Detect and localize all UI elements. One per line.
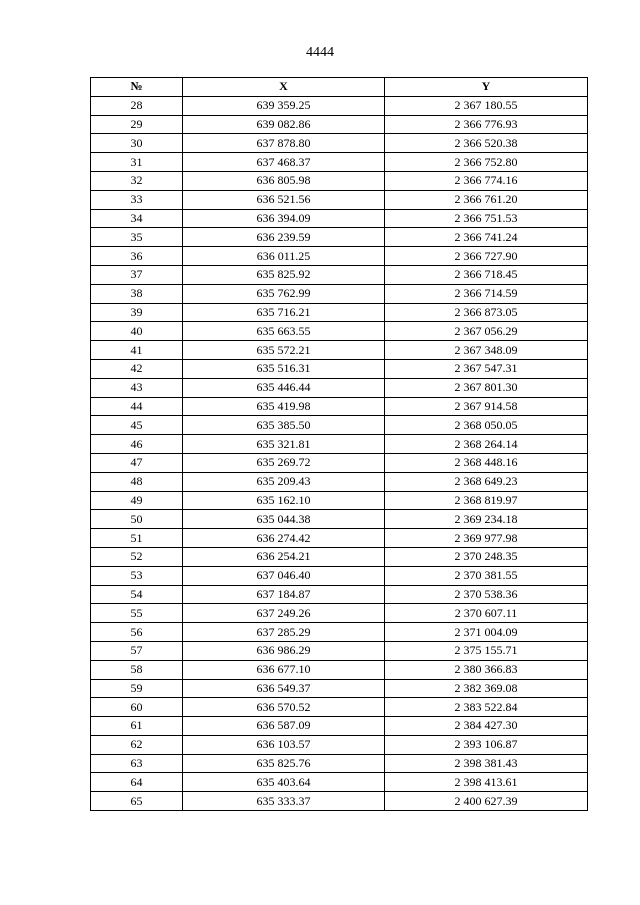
cell-x: 636 805.98 [183,171,385,190]
cell-x: 636 394.09 [183,209,385,228]
cell-x: 637 046.40 [183,566,385,585]
table-row [91,754,588,773]
table-row [91,660,588,679]
table-row [91,717,588,736]
table-row [91,303,588,322]
cell-x: 635 825.76 [183,754,385,773]
cell-number: 60 [91,698,183,717]
cell-number: 61 [91,717,183,736]
table-row [91,209,588,228]
cell-y: 2 366 741.24 [385,228,588,247]
cell-x: 635 209.43 [183,472,385,491]
table-row [91,171,588,190]
table-row [91,566,588,585]
header-y: Y [385,78,588,97]
cell-y: 2 367 547.31 [385,359,588,378]
cell-y: 2 371 004.09 [385,623,588,642]
cell-x: 637 468.37 [183,153,385,172]
cell-number: 45 [91,416,183,435]
cell-x: 636 011.25 [183,247,385,266]
table-header [91,78,588,97]
cell-y: 2 383 522.84 [385,698,588,717]
cell-x: 635 419.98 [183,397,385,416]
header-x: X [183,78,385,97]
table-row [91,115,588,134]
table-row [91,472,588,491]
cell-x: 639 082.86 [183,115,385,134]
table-row [91,322,588,341]
cell-x: 635 385.50 [183,416,385,435]
cell-number: 50 [91,510,183,529]
cell-y: 2 367 348.09 [385,341,588,360]
cell-y: 2 369 234.18 [385,510,588,529]
cell-x: 635 516.31 [183,359,385,378]
page-number: 4444 [306,45,334,60]
table-row [91,453,588,472]
cell-x: 637 285.29 [183,623,385,642]
cell-number: 33 [91,190,183,209]
coordinates-table [90,77,588,811]
cell-y: 2 370 607.11 [385,604,588,623]
table-row [91,341,588,360]
table-row [91,435,588,454]
cell-x: 635 716.21 [183,303,385,322]
cell-number: 53 [91,566,183,585]
cell-x: 637 184.87 [183,585,385,604]
cell-y: 2 398 381.43 [385,754,588,773]
table-row [91,134,588,153]
table-row [91,735,588,754]
cell-x: 636 521.56 [183,190,385,209]
cell-number: 47 [91,453,183,472]
cell-y: 2 366 714.59 [385,284,588,303]
cell-x: 635 162.10 [183,491,385,510]
table-row [91,641,588,660]
cell-y: 2 370 538.36 [385,585,588,604]
cell-number: 34 [91,209,183,228]
cell-y: 2 366 718.45 [385,265,588,284]
cell-x: 636 549.37 [183,679,385,698]
cell-x: 635 269.72 [183,453,385,472]
cell-y: 2 368 448.16 [385,453,588,472]
header-number: № [91,78,183,97]
cell-x: 637 878.80 [183,134,385,153]
cell-number: 35 [91,228,183,247]
cell-y: 2 366 774.16 [385,171,588,190]
cell-y: 2 367 180.55 [385,96,588,115]
table-row [91,378,588,397]
cell-number: 62 [91,735,183,754]
table-row [91,359,588,378]
table-row [91,491,588,510]
cell-y: 2 375 155.71 [385,641,588,660]
cell-x: 635 762.99 [183,284,385,303]
cell-y: 2 370 381.55 [385,566,588,585]
table-row [91,547,588,566]
cell-number: 57 [91,641,183,660]
cell-y: 2 393 106.87 [385,735,588,754]
cell-number: 40 [91,322,183,341]
cell-number: 29 [91,115,183,134]
table-row [91,247,588,266]
cell-y: 2 366 751.53 [385,209,588,228]
table-row [91,585,588,604]
cell-y: 2 366 873.05 [385,303,588,322]
cell-number: 65 [91,792,183,811]
cell-y: 2 366 520.38 [385,134,588,153]
cell-number: 32 [91,171,183,190]
cell-number: 42 [91,359,183,378]
cell-y: 2 368 649.23 [385,472,588,491]
cell-number: 44 [91,397,183,416]
cell-x: 636 103.57 [183,735,385,754]
table-row [91,284,588,303]
cell-number: 37 [91,265,183,284]
cell-y: 2 368 819.97 [385,491,588,510]
cell-y: 2 369 977.98 [385,529,588,548]
cell-y: 2 366 761.20 [385,190,588,209]
cell-number: 52 [91,547,183,566]
cell-y: 2 367 801.30 [385,378,588,397]
table-row [91,510,588,529]
cell-x: 636 986.29 [183,641,385,660]
cell-y: 2 370 248.35 [385,547,588,566]
table-row [91,96,588,115]
cell-number: 48 [91,472,183,491]
cell-y: 2 366 752.80 [385,153,588,172]
cell-y: 2 380 366.83 [385,660,588,679]
cell-number: 55 [91,604,183,623]
cell-number: 58 [91,660,183,679]
cell-number: 38 [91,284,183,303]
table-row [91,529,588,548]
cell-number: 56 [91,623,183,642]
table-row [91,416,588,435]
cell-x: 636 274.42 [183,529,385,548]
table-row [91,153,588,172]
cell-number: 59 [91,679,183,698]
cell-x: 636 254.21 [183,547,385,566]
cell-x: 636 570.52 [183,698,385,717]
cell-number: 41 [91,341,183,360]
table-row [91,698,588,717]
cell-number: 43 [91,378,183,397]
cell-y: 2 366 727.90 [385,247,588,266]
cell-y: 2 398 413.61 [385,773,588,792]
cell-y: 2 368 050.05 [385,416,588,435]
cell-x: 635 333.37 [183,792,385,811]
cell-x: 635 446.44 [183,378,385,397]
table-row [91,773,588,792]
cell-number: 39 [91,303,183,322]
cell-x: 635 572.21 [183,341,385,360]
cell-y: 2 367 914.58 [385,397,588,416]
cell-x: 636 677.10 [183,660,385,679]
cell-x: 636 587.09 [183,717,385,736]
table-row [91,265,588,284]
cell-y: 2 367 056.29 [385,322,588,341]
cell-x: 635 403.64 [183,773,385,792]
cell-x: 635 663.55 [183,322,385,341]
table-row [91,228,588,247]
cell-y: 2 368 264.14 [385,435,588,454]
cell-x: 639 359.25 [183,96,385,115]
cell-number: 63 [91,754,183,773]
cell-x: 637 249.26 [183,604,385,623]
cell-number: 28 [91,96,183,115]
cell-x: 636 239.59 [183,228,385,247]
cell-y: 2 382 369.08 [385,679,588,698]
cell-y: 2 400 627.39 [385,792,588,811]
cell-number: 49 [91,491,183,510]
header-row [91,78,588,97]
cell-y: 2 384 427.30 [385,717,588,736]
cell-number: 36 [91,247,183,266]
cell-number: 46 [91,435,183,454]
cell-number: 30 [91,134,183,153]
table-row [91,604,588,623]
table-row [91,397,588,416]
cell-y: 2 366 776.93 [385,115,588,134]
cell-number: 54 [91,585,183,604]
table-row [91,792,588,811]
table-row [91,679,588,698]
table-row [91,190,588,209]
table-body [91,96,588,810]
cell-x: 635 825.92 [183,265,385,284]
cell-x: 635 321.81 [183,435,385,454]
cell-number: 31 [91,153,183,172]
table-row [91,623,588,642]
cell-number: 64 [91,773,183,792]
cell-number: 51 [91,529,183,548]
cell-x: 635 044.38 [183,510,385,529]
